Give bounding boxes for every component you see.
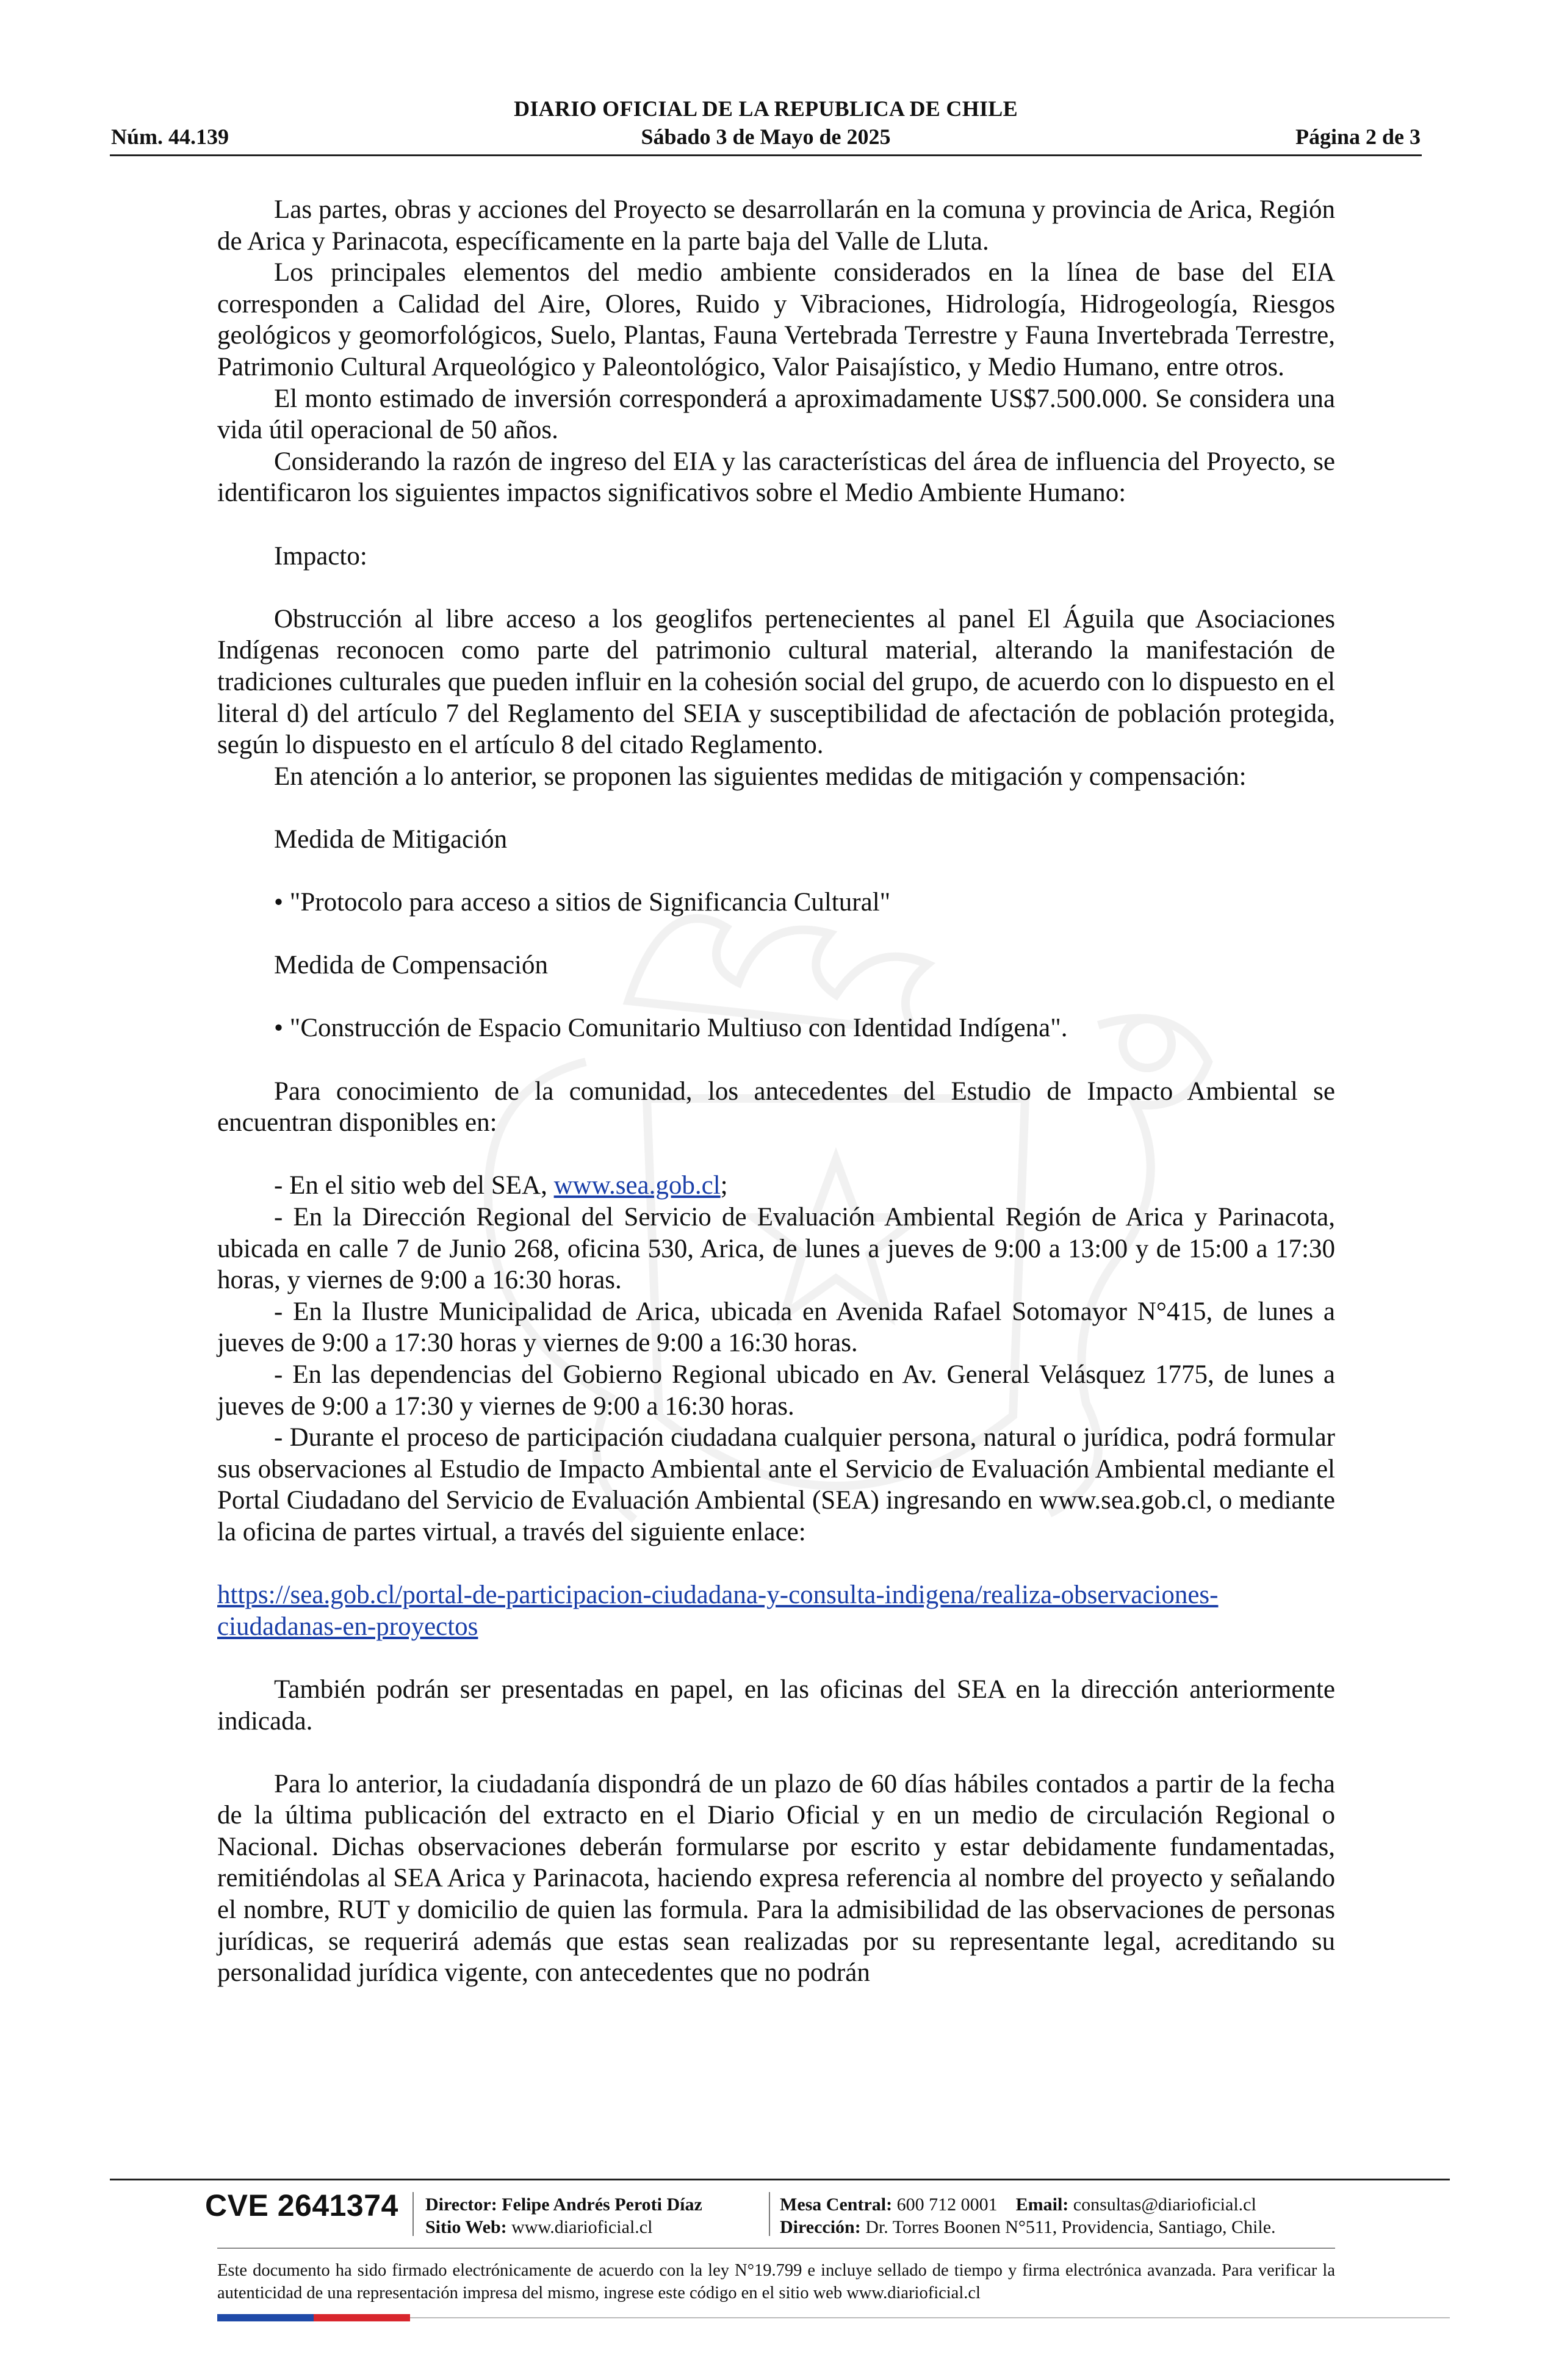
portal-link-line-1[interactable]: https://sea.gob.cl/portal-de-participacion-ciudadana-y-consulta-indigena/realiza-observaciones- xyxy=(217,1581,1219,1610)
footer-divider-top xyxy=(110,2179,1450,2180)
footer-divider-middle xyxy=(217,2248,1335,2249)
paragraph-paper-submission: También podrán ser presentadas en papel, en las oficinas del SEA en la dirección anteriormente indicada. xyxy=(217,1675,1335,1736)
footer-separator xyxy=(412,2192,414,2236)
footer-separator xyxy=(769,2192,770,2236)
portal-link-line-2[interactable]: ciudadanas-en-proyectos xyxy=(217,1612,478,1641)
paragraph-impacts-intro: Considerando la razón de ingreso del EIA y las características del área de influencia del Proyecto, se identificaron los siguientes impactos significativos sobre el Medio Ambiente Humano: xyxy=(217,447,1335,508)
footer-divider-bottom xyxy=(410,2317,1450,2318)
publication-date: Sábado 3 de Mayo de 2025 xyxy=(641,124,891,149)
compensation-item: • "Construcción de Espacio Comunitario Multiuso con Identidad Indígena". xyxy=(274,1014,1068,1043)
location-regional-government: - En las dependencias del Gobierno Regional ubicado en Av. General Velásquez 1775, de lunes a jueves de 9:00 a 17:30 y viernes de 9:00 a 16:30 horas. xyxy=(217,1360,1335,1421)
location-website-suffix: ; xyxy=(720,1171,728,1200)
page-indicator: Página 2 de 3 xyxy=(1295,124,1421,149)
paragraph-investment: El monto estimado de inversión corresponderá a aproximadamente US$7.500.000. Se considera una vida útil operacional de 50 años. xyxy=(217,384,1335,445)
issue-number: Núm. 44.139 xyxy=(111,124,229,149)
mitigation-item: • "Protocolo para acceso a sitios de Significancia Cultural" xyxy=(274,888,891,917)
mitigation-label: Medida de Mitigación xyxy=(274,824,508,854)
portal-link-block xyxy=(217,1579,1335,1642)
newspaper-title: DIARIO OFICIAL DE LA REPUBLICA DE CHILE xyxy=(514,96,1018,121)
address-label: Dirección: xyxy=(780,2217,861,2237)
website-label: Sitio Web: xyxy=(425,2217,507,2237)
paragraph-baseline: Los principales elementos del medio ambiente considerados en la línea de base del EIA corresponden a Calidad del Aire, Olores, Ruido y Vibraciones, Hidrología, Hidrogeología, Riesgos geológicos y geomorfológicos, Suelo, Plantas, Fauna Vertebrada Terrestre y Fauna Invertebrada Terrestre, Patrimonio Cultural Arqueológico y Paleontológico, Valor Paisajístico, y Medio Humano, entre otros. xyxy=(217,258,1335,381)
location-website xyxy=(217,1170,1335,1202)
paragraph-location: Las partes, obras y acciones del Proyecto se desarrollarán en la comuna y provincia de Arica, Región de Arica y Parinacota, específicamente en la parte baja del Valle de Lluta. xyxy=(217,195,1335,256)
location-municipality: - En la Ilustre Municipalidad de Arica, ubicada en Avenida Rafael Sotomayor N°415, de lunes a jueves de 9:00 a 17:30 horas y viernes de 9:00 a 16:30 horas. xyxy=(217,1297,1335,1358)
address-value: Dr. Torres Boonen N°511, Providencia, Santiago, Chile. xyxy=(865,2217,1276,2237)
location-website-prefix: - En el sitio web del SEA, xyxy=(274,1171,554,1200)
paragraph-impact-description: Obstrucción al libre acceso a los geoglifos pertenecientes al panel El Águila que Asociaciones Indígenas reconocen como parte del patrimonio cultural material, alterando la manifestación de tradiciones culturales que pueden influir en la cohesión social del grupo, de acuerdo con lo dispuesto en el literal d) del artículo 7 del Reglamento del SEIA y susceptibilidad de afectación de población protegida, según lo dispuesto en el artículo 8 del citado Reglamento. xyxy=(217,604,1335,760)
flag-color-bar xyxy=(217,2314,410,2321)
header-divider xyxy=(110,154,1422,156)
document-body xyxy=(217,194,1335,1989)
footer-website xyxy=(425,2216,652,2238)
website-value[interactable]: www.diarioficial.cl xyxy=(511,2217,653,2237)
paragraph-deadline: Para lo anterior, la ciudadanía dispondrá de un plazo de 60 días hábiles contados a partir de la fecha de la última publicación del extracto en el Diario Oficial y en un medio de circulación Regional o Nacional. Dichas observaciones deberán formularse por escrito y estar debidamente fundamentadas, remitiéndolas al SEA Arica y Parinacota, haciendo expresa referencia al nombre del proyecto y señalando el nombre, RUT y domicilio de quien las formula. Para la admisibilidad de las observaciones de personas jurídicas, se requerirá además que estas sean realizadas por su representante legal, acreditando su personalidad jurídica vigente, con antecedentes que no podrán xyxy=(217,1769,1335,1988)
signature-note: Este documento ha sido firmado electrónicamente de acuerdo con la ley N°19.799 e incluye sellado de tiempo y firma electrónica avanzada. Para verificar la autenticidad de una representación impresa del mismo, ingrese este código en el sitio web www.diarioficial.cl xyxy=(217,2261,1335,2302)
email-value[interactable]: consultas@diarioficial.cl xyxy=(1073,2194,1256,2215)
location-regional-office: - En la Dirección Regional del Servicio de Evaluación Ambiental Región de Arica y Parinacota, ubicada en calle 7 de Junio 268, oficina 530, Arica, de lunes a jueves de 9:00 a 13:00 y de 15:00 a 17:30 horas, y viernes de 9:00 a 16:30 horas. xyxy=(217,1203,1335,1295)
email-label: Email: xyxy=(1015,2194,1069,2215)
mesa-value: 600 712 0001 xyxy=(896,2194,998,2215)
cve-code: CVE 2641374 xyxy=(205,2188,398,2223)
flag-blue-segment xyxy=(217,2314,314,2321)
impact-label: Impacto: xyxy=(274,541,367,571)
location-citizen-portal: - Durante el proceso de participación ciudadana cualquier persona, natural o jurídica, podrá formular sus observaciones al Estudio de Impacto Ambiental ante el Servicio de Evaluación Ambiental mediante el Portal Ciudadano del Servicio de Evaluación Ambiental (SEA) ingresando en www.sea.gob.cl, o mediante la oficina de partes virtual, a través del siguiente enlace: xyxy=(217,1423,1335,1546)
mesa-label: Mesa Central: xyxy=(780,2194,893,2215)
footer-director xyxy=(425,2193,702,2216)
footer-contact xyxy=(780,2193,1256,2216)
director-label: Director: xyxy=(425,2194,497,2215)
flag-red-segment xyxy=(314,2314,410,2321)
compensation-label: Medida de Compensación xyxy=(274,951,549,980)
director-value: Felipe Andrés Peroti Díaz xyxy=(502,2194,702,2215)
sea-website-link[interactable]: www.sea.gob.cl xyxy=(553,1171,721,1200)
paragraph-measures-intro: En atención a lo anterior, se proponen las siguientes medidas de mitigación y compensación: xyxy=(274,762,1247,791)
footer-address xyxy=(780,2216,1276,2238)
paragraph-availability: Para conocimiento de la comunidad, los antecedentes del Estudio de Impacto Ambiental se encuentran disponibles en: xyxy=(217,1076,1335,1138)
